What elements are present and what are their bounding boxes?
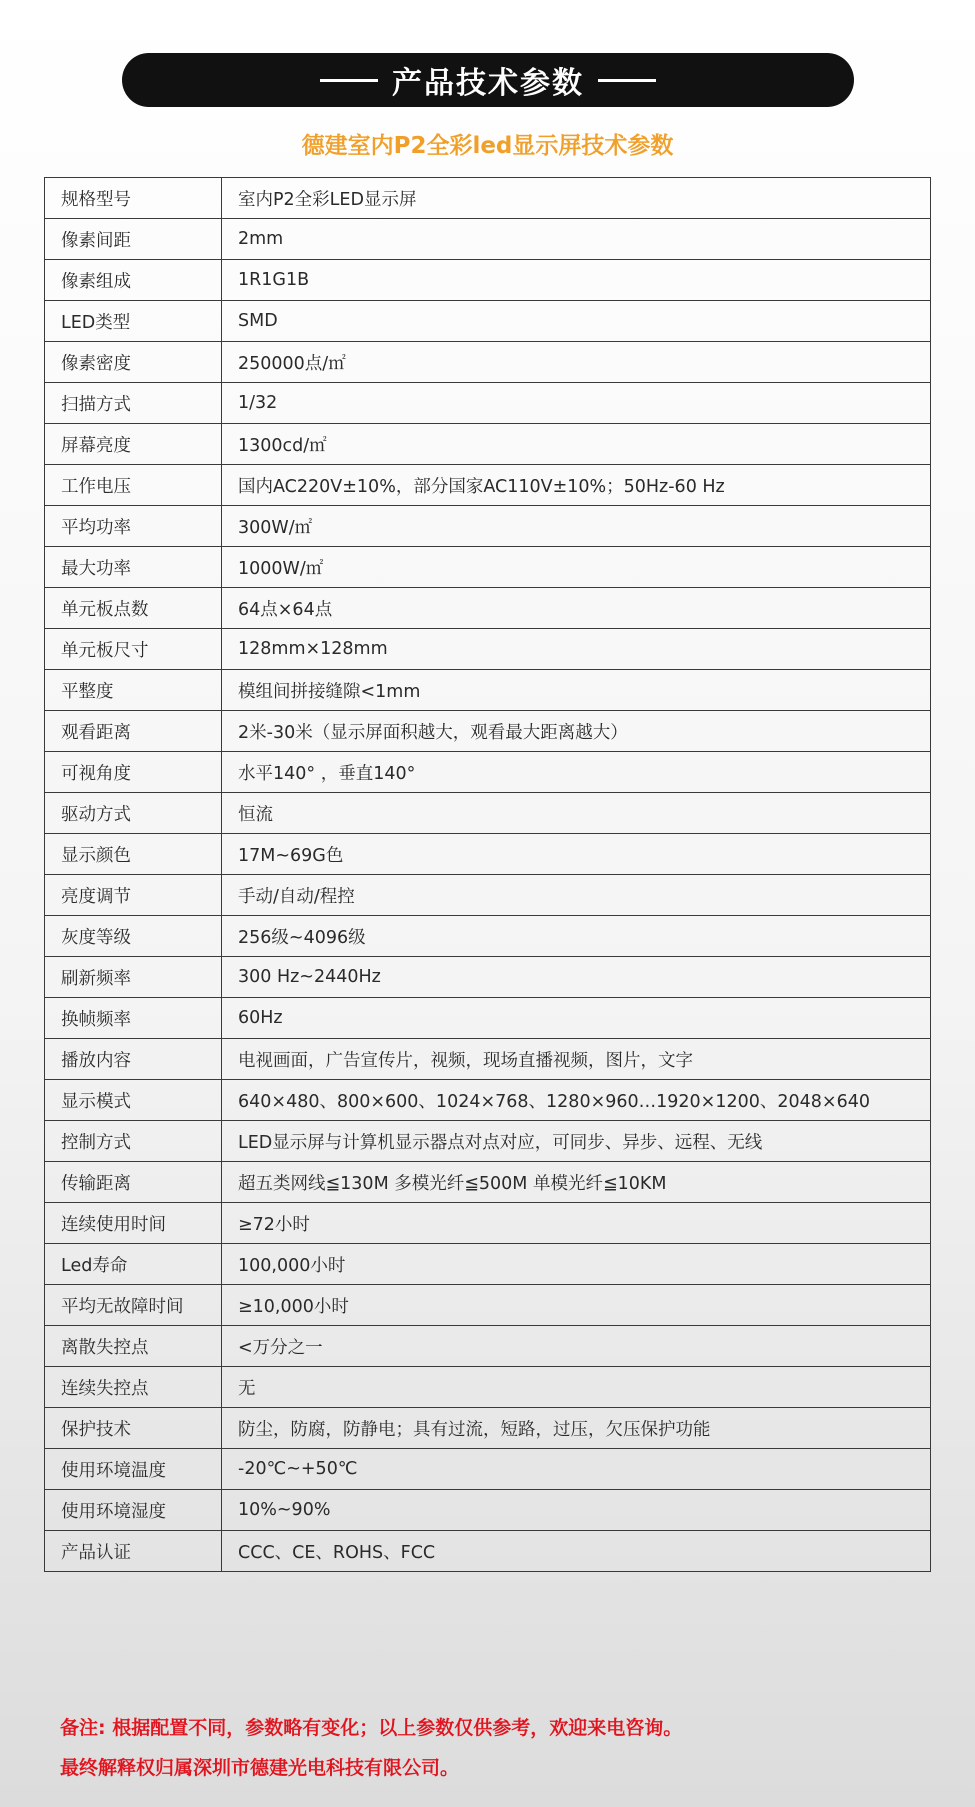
spec-key: 最大功率: [45, 547, 222, 588]
spec-key: 显示模式: [45, 1080, 222, 1121]
spec-value: 2mm: [222, 219, 931, 260]
spec-value: 300 Hz~2440Hz: [222, 957, 931, 998]
table-row: [45, 424, 931, 465]
spec-value: 1R1G1B: [222, 260, 931, 301]
table-row: [45, 1080, 931, 1121]
spec-value: <万分之一: [222, 1326, 931, 1367]
table-row: [45, 670, 931, 711]
spec-table: [44, 177, 931, 1572]
note-line-2: 最终解释权归属深圳市德建光电科技有限公司。: [60, 1757, 460, 1779]
spec-key: 可视角度: [45, 752, 222, 793]
spec-key: 规格型号: [45, 178, 222, 219]
table-row: [45, 875, 931, 916]
spec-key: 单元板点数: [45, 588, 222, 629]
table-row: [45, 301, 931, 342]
spec-key: 显示颜色: [45, 834, 222, 875]
spec-key: 离散失控点: [45, 1326, 222, 1367]
section-title: 产品技术参数: [392, 66, 584, 101]
table-row: [45, 1285, 931, 1326]
spec-value: 100,000小时: [222, 1244, 931, 1285]
spec-value: 1000W/㎡: [222, 547, 931, 588]
spec-key: 驱动方式: [45, 793, 222, 834]
table-row: [45, 1367, 931, 1408]
section-header: [122, 53, 854, 107]
table-row: [45, 178, 931, 219]
header-dash-left: [320, 79, 378, 82]
spec-value: 无: [222, 1367, 931, 1408]
spec-value: LED显示屏与计算机显示器点对点对应，可同步、异步、远程、无线: [222, 1121, 931, 1162]
spec-value: -20℃~+50℃: [222, 1449, 931, 1490]
note-line-1: 备注: 根据配置不同，参数略有变化；以上参数仅供参考，欢迎来电咨询。: [60, 1717, 683, 1739]
spec-key: LED类型: [45, 301, 222, 342]
table-row: [45, 1203, 931, 1244]
spec-key: 换帧频率: [45, 998, 222, 1039]
spec-key: 传输距离: [45, 1162, 222, 1203]
spec-key: 连续使用时间: [45, 1203, 222, 1244]
spec-value: 手动/自动/程控: [222, 875, 931, 916]
table-row: [45, 711, 931, 752]
spec-value: 模组间拼接缝隙<1mm: [222, 670, 931, 711]
table-row: [45, 1490, 931, 1531]
spec-key: 单元板尺寸: [45, 629, 222, 670]
spec-value: 电视画面，广告宣传片，视频，现场直播视频，图片，文字: [222, 1039, 931, 1080]
table-row: [45, 793, 931, 834]
spec-key: 使用环境温度: [45, 1449, 222, 1490]
table-row: [45, 342, 931, 383]
table-row: [45, 957, 931, 998]
table-row: [45, 752, 931, 793]
table-row: [45, 1162, 931, 1203]
spec-key: 像素间距: [45, 219, 222, 260]
table-row: [45, 1408, 931, 1449]
table-row: [45, 219, 931, 260]
table-row: [45, 1326, 931, 1367]
table-row: [45, 506, 931, 547]
spec-value: 水平140° ，垂直140°: [222, 752, 931, 793]
spec-value: 超五类网线≦130M 多模光纤≦500M 单模光纤≦10KM: [222, 1162, 931, 1203]
table-subtitle: 德建室内P2全彩led显示屏技术参数: [301, 133, 674, 159]
table-row: [45, 629, 931, 670]
spec-value: 256级~4096级: [222, 916, 931, 957]
header-dash-right: [598, 79, 656, 82]
spec-value: 恒流: [222, 793, 931, 834]
spec-value: 128mm×128mm: [222, 629, 931, 670]
spec-key: 平均功率: [45, 506, 222, 547]
spec-value: ≥10,000小时: [222, 1285, 931, 1326]
table-row: [45, 588, 931, 629]
spec-key: 工作电压: [45, 465, 222, 506]
spec-value: 防尘，防腐，防静电；具有过流，短路，过压，欠压保护功能: [222, 1408, 931, 1449]
spec-key: 播放内容: [45, 1039, 222, 1080]
spec-key: 平整度: [45, 670, 222, 711]
spec-value: 1300cd/㎡: [222, 424, 931, 465]
spec-value: 2米-30米（显示屏面积越大，观看最大距离越大）: [222, 711, 931, 752]
spec-key: 连续失控点: [45, 1367, 222, 1408]
spec-key: 像素组成: [45, 260, 222, 301]
spec-value: 250000点/㎡: [222, 342, 931, 383]
spec-key: 使用环境湿度: [45, 1490, 222, 1531]
spec-value: 300W/㎡: [222, 506, 931, 547]
table-row: [45, 1039, 931, 1080]
spec-value: 1/32: [222, 383, 931, 424]
table-row: [45, 260, 931, 301]
spec-key: 像素密度: [45, 342, 222, 383]
table-row: [45, 834, 931, 875]
spec-key: 控制方式: [45, 1121, 222, 1162]
spec-key: 扫描方式: [45, 383, 222, 424]
spec-value: 室内P2全彩LED显示屏: [222, 178, 931, 219]
spec-key: 屏幕亮度: [45, 424, 222, 465]
spec-value: 64点×64点: [222, 588, 931, 629]
spec-value: 60Hz: [222, 998, 931, 1039]
spec-key: 亮度调节: [45, 875, 222, 916]
table-row: [45, 1244, 931, 1285]
spec-value: 640×480、800×600、1024×768、1280×960…1920×1200、2048×640: [222, 1080, 931, 1121]
spec-key: 观看距离: [45, 711, 222, 752]
spec-value: 国内AC220V±10%，部分国家AC110V±10%；50Hz-60 Hz: [222, 465, 931, 506]
table-row: [45, 916, 931, 957]
spec-key: 产品认证: [45, 1531, 222, 1572]
table-row: [45, 1531, 931, 1572]
table-row: [45, 547, 931, 588]
spec-value: ≥72小时: [222, 1203, 931, 1244]
table-row: [45, 383, 931, 424]
spec-value: 10%~90%: [222, 1490, 931, 1531]
spec-value: SMD: [222, 301, 931, 342]
spec-value: CCC、CE、ROHS、FCC: [222, 1531, 931, 1572]
table-row: [45, 465, 931, 506]
spec-key: 刷新频率: [45, 957, 222, 998]
table-row: [45, 1449, 931, 1490]
spec-key: 平均无故障时间: [45, 1285, 222, 1326]
spec-key: 保护技术: [45, 1408, 222, 1449]
table-row: [45, 998, 931, 1039]
table-row: [45, 1121, 931, 1162]
spec-value: 17M~69G色: [222, 834, 931, 875]
spec-key: Led寿命: [45, 1244, 222, 1285]
spec-key: 灰度等级: [45, 916, 222, 957]
